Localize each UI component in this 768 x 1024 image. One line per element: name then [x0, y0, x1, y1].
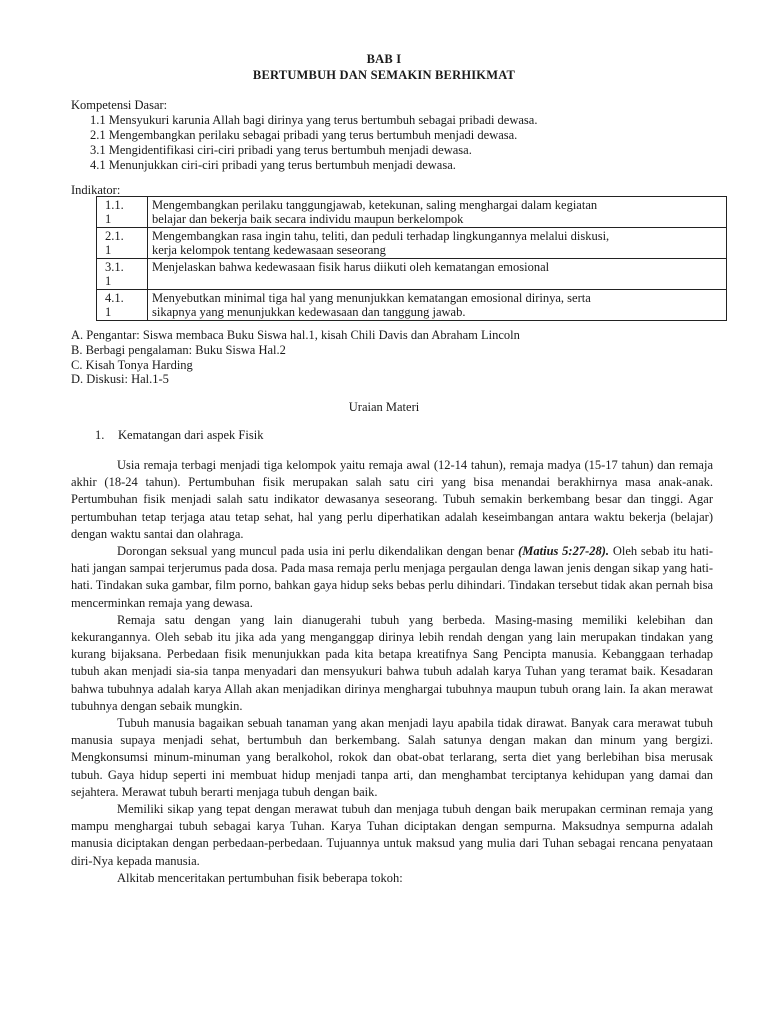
- section-number: 1.: [95, 428, 105, 442]
- indikator-text: Mengembangkan perilaku tanggungjawab, ketekunan, saling menghargai dalam kegiatan belajar dan bekerja baik secara individu maupun berkelompok: [148, 197, 727, 228]
- table-row: [97, 228, 727, 259]
- step-item: A. Pengantar: Siswa membaca Buku Siswa hal.1, kisah Chili Davis dan Abraham Lincoln: [71, 328, 520, 342]
- indikator-number: 3.1. 1: [97, 259, 148, 290]
- step-item: B. Berbagi pengalaman: Buku Siswa Hal.2: [71, 343, 286, 357]
- indikator-number: 4.1. 1: [97, 290, 148, 321]
- paragraph: Remaja satu dengan yang lain dianugerahi tubuh yang berbeda. Masing-masing memiliki kelebihan dan kekurangannya. Oleh sebab itu jika ada yang menganggap dirinya lebih rendah dengan yang lain merupakan tindakan yang kurang bijaksana. Perbedaan fisik menunjukkan pada kita betapa kreatifnya Sang Pencipta manusia. Kebanggaan terhadap tubuh akan menjadi sia-sia tanpa menyadari dan mensyukuri bahwa tubuh adalah karya Tuhan yang teramat baik. Kesadaran bahwa tubuhnya adalah karya Allah akan menjadikan dirinya menghargai tubuhnya maupun tubuh orang lain. Ia akan merawat tubuhnya dengan sebaik mungkin.: [71, 612, 713, 713]
- indikator-text: Menyebutkan minimal tiga hal yang menunjukkan kematangan emosional dirinya, serta sikapnya yang menunjukkan kedewasaan dan tanggung jawab.: [148, 290, 727, 321]
- chapter-label: BAB I: [366, 52, 402, 66]
- paragraph: Memiliki sikap yang tepat dengan merawat tubuh dan menjaga tubuh dengan baik merupakan cerminan remaja yang mampu menghargai tubuh sebagai karya Tuhan. Karya Tuhan diciptakan dengan sempurna. Maksudnya sempurna adalah manusia diciptakan dengan perbedaan-perbedaan. Tujuannya untuk maksud yang mulia dari Tuhan sebagai rencana penyataan diri-Nya kepada manusia.: [71, 802, 713, 868]
- indikator-number: 1.1. 1: [97, 197, 148, 228]
- table-row: [97, 290, 727, 321]
- uraian-heading: Uraian Materi: [348, 400, 420, 414]
- indikator-number: 2.1. 1: [97, 228, 148, 259]
- kompetensi-item: 3.1 Mengidentifikasi ciri-ciri pribadi yang terus bertumbuh menjadi dewasa.: [90, 143, 472, 157]
- paragraph: Tubuh manusia bagaikan sebuah tanaman yang akan menjadi layu apabila tidak dirawat. Banyak cara merawat tubuh manusia supaya menjadi sehat, bertumbuh dan berkembang. Salah satunya dengan makan dan minum yang bergizi. Mengkonsumsi minum-minuman yang beralkohol, rokok dan obat-obat terlarang, serta diet yang berlebihan bisa merusak tubuh. Gaya hidup seperti ini membuat hidup menjadi tanpa arti, dan menghambat terciptanya kehidupan yang damai dan sejahtera. Merawat tubuh berarti menjaga tubuh dengan baik.: [71, 716, 713, 799]
- indikator-table: [96, 196, 727, 321]
- kompetensi-item: 2.1 Mengembangkan perilaku sebagai pribadi yang terus bertumbuh menjadi dewasa.: [90, 128, 518, 142]
- chapter-title: BERTUMBUH DAN SEMAKIN BERHIKMAT: [252, 68, 516, 82]
- kompetensi-label: Kompetensi Dasar:: [71, 98, 168, 112]
- indikator-label: Indikator:: [71, 183, 121, 197]
- table-row: [97, 259, 727, 290]
- bible-reference: (Matius 5:27-28).: [518, 544, 610, 559]
- paragraph: Alkitab menceritakan pertumbuhan fisik beberapa tokoh:: [117, 870, 403, 885]
- kompetensi-item: 4.1 Menunjukkan ciri-ciri pribadi yang terus bertumbuh menjadi dewasa.: [90, 158, 456, 172]
- step-item: D. Diskusi: Hal.1-5: [71, 372, 169, 386]
- kompetensi-item: 1.1 Mensyukuri karunia Allah bagi dirinya yang terus bertumbuh sebagai pribadi dewasa.: [90, 113, 538, 127]
- section-title: Kematangan dari aspek Fisik: [118, 428, 264, 442]
- indikator-text: Menjelaskan bahwa kedewasaan fisik harus diikuti oleh kematangan emosional: [148, 259, 727, 290]
- uraian-body: [71, 457, 713, 887]
- paragraph: Dorongan seksual yang muncul pada usia ini perlu dikendalikan dengan benar (Matius 5:27-28). Oleh sebab itu hati-hati jangan sampai terjerumus pada dosa. Pada masa remaja perlu menjaga pergaulan denga lawan jenis dengan sikap yang hati-hati. Tindakan suka gambar, film porno, bahkan gaya hidup seks bebas perlu dihindari. Tindakan tersebut tidak akan pernah bisa mencerminkan remaja yang dewasa.: [71, 544, 713, 610]
- table-row: [97, 197, 727, 228]
- paragraph: Usia remaja terbagi menjadi tiga kelompok yaitu remaja awal (12-14 tahun), remaja madya (15-17 tahun) dan remaja akhir (18-24 tahun). Pertumbuhan fisik merupakan salah satu ciri yang bisa menandai berakhirnya masa anak-anak. Pertumbuhan fisik menjadi salah satu indikator dewasanya seseorang. Tubuh semakin berkembang besar dan tinggi. Agar pertumbuhan tetap terjaga atau tetap sehat, hal yang perlu diperhatikan adalah keseimbangan antara waktu bekerja (belajar) dengan waktu santai dan olahraga.: [71, 458, 713, 541]
- step-item: C. Kisah Tonya Harding: [71, 358, 193, 372]
- indikator-text: Mengembangkan rasa ingin tahu, teliti, dan peduli terhadap lingkungannya melalui diskusi, kerja kelompok tentang kedewasaan seseorang: [148, 228, 727, 259]
